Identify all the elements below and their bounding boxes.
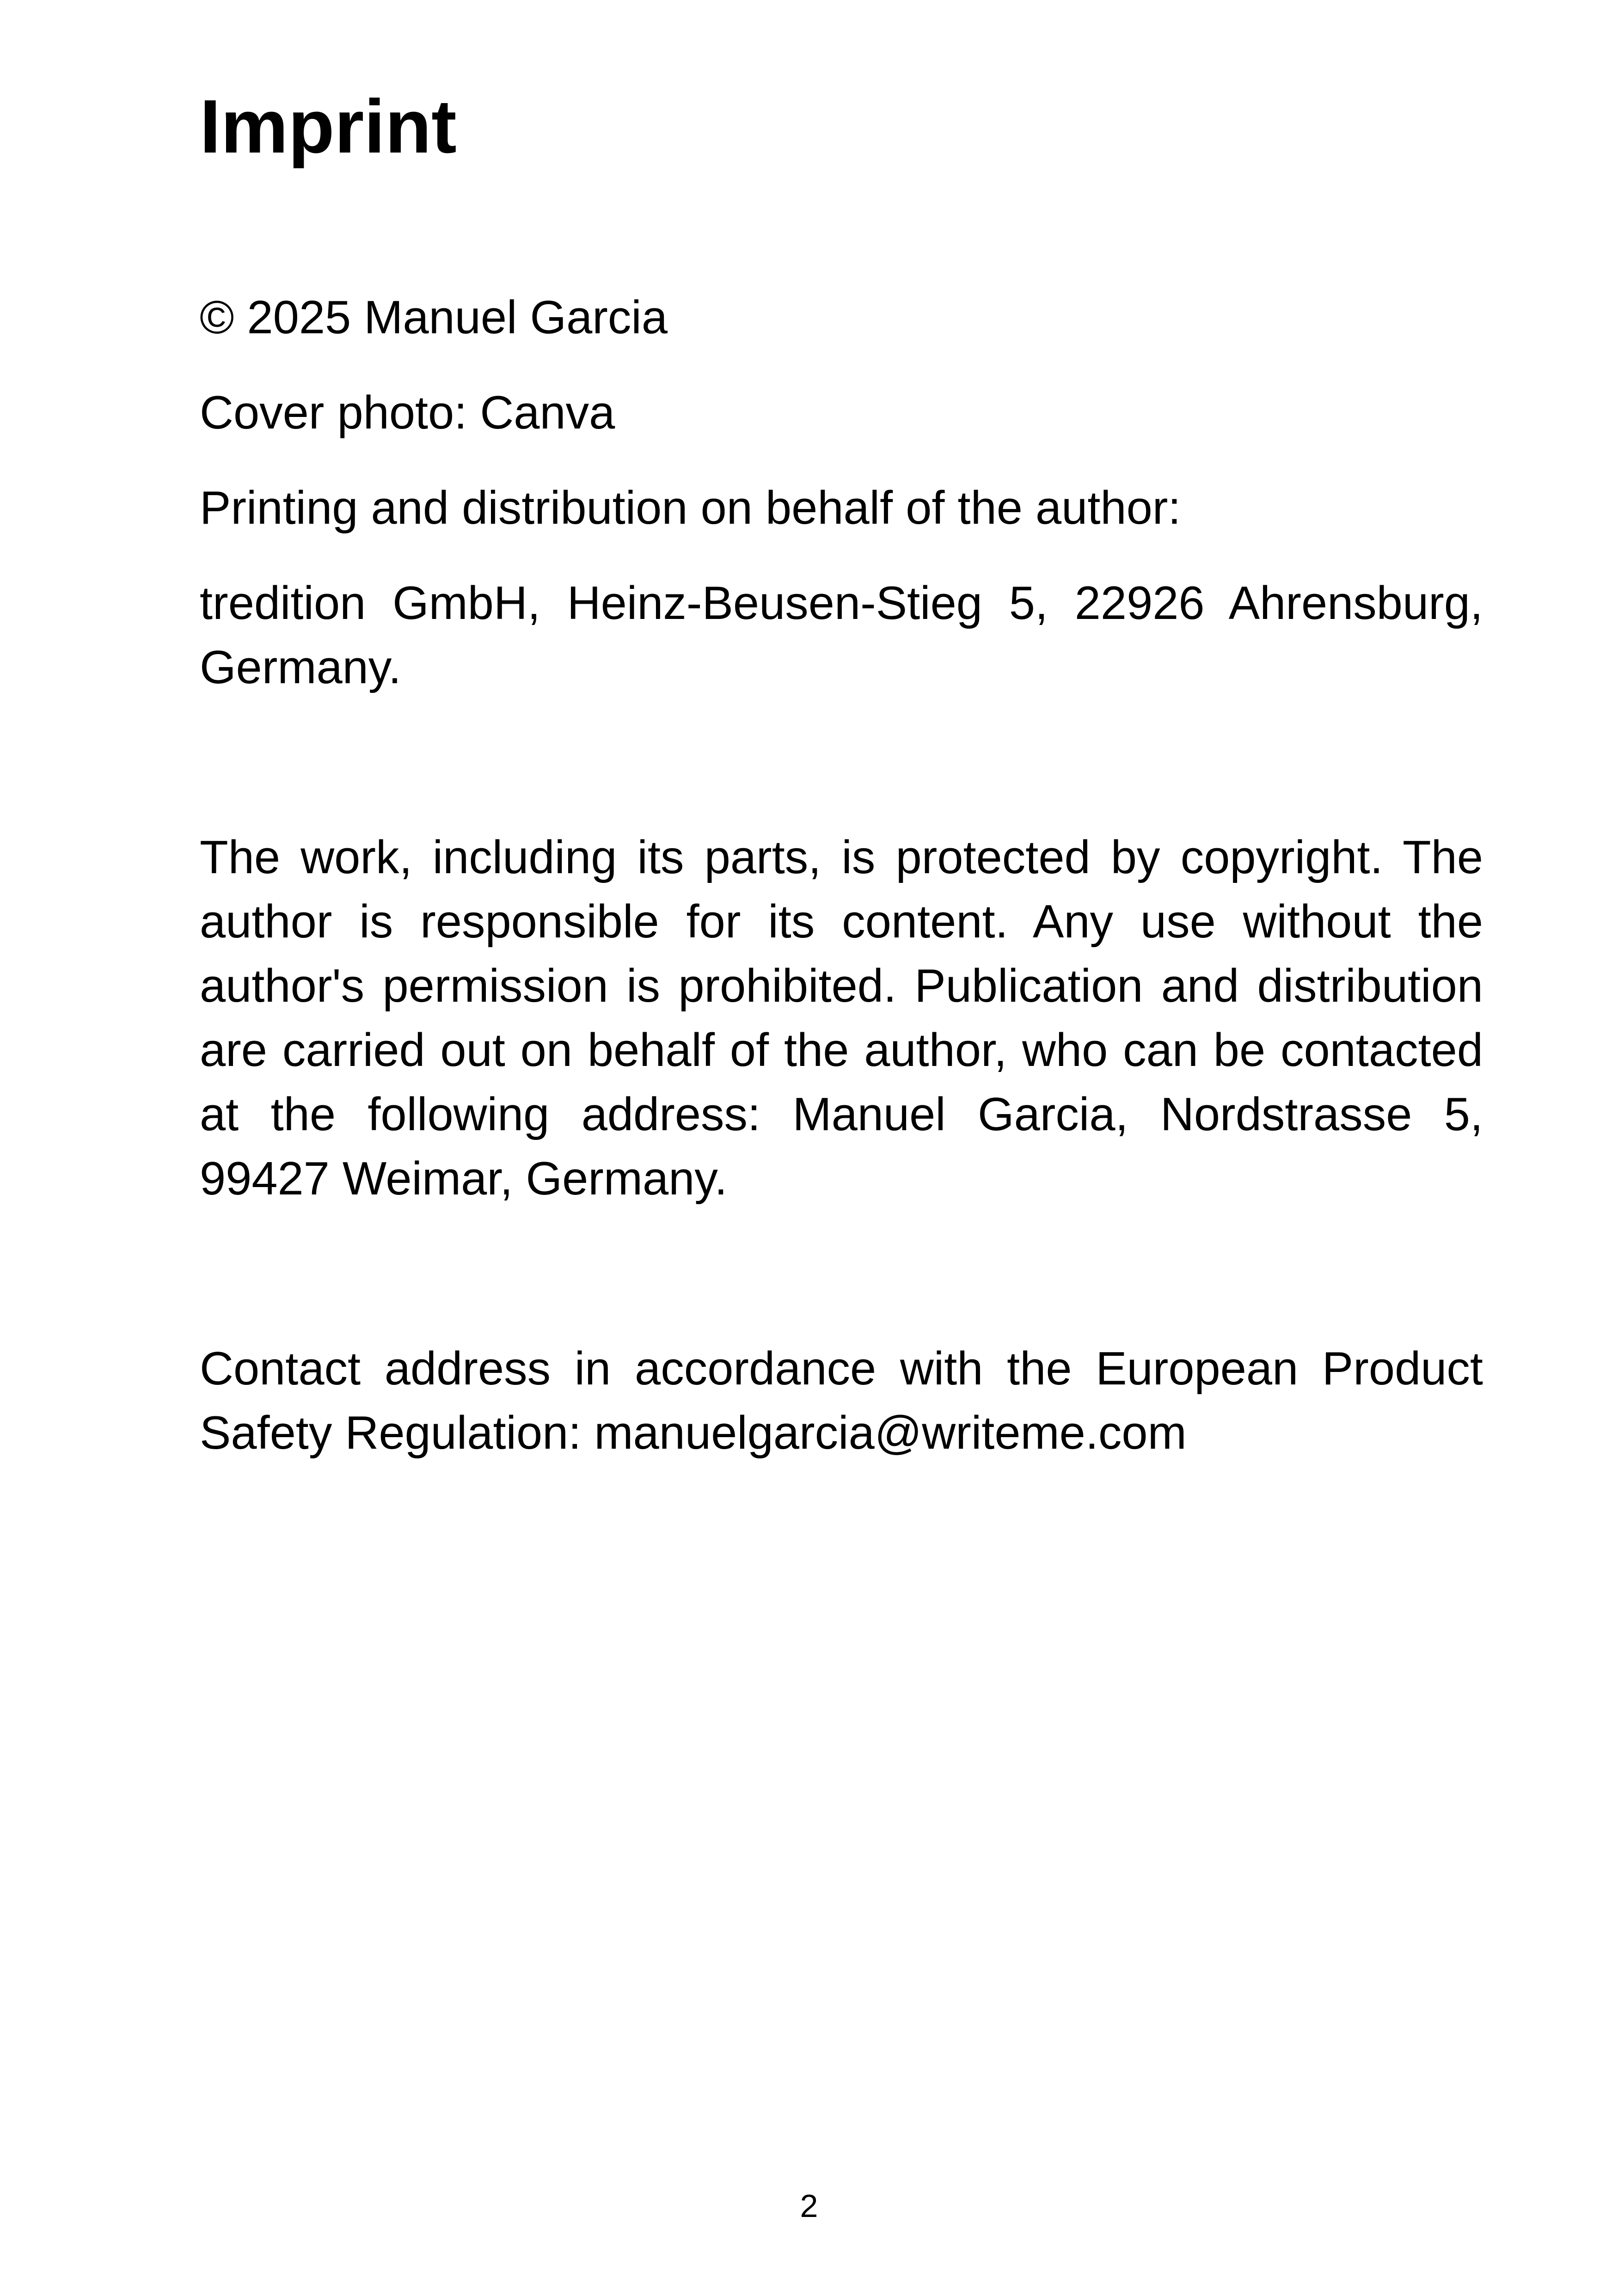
publisher-address: tredition GmbH, Heinz-Beusen-Stieg 5, 22926 Ahrensburg, Germany. (200, 577, 1483, 693)
copyright-line: © 2025 Manuel Garcia (200, 292, 668, 343)
page-number: 2 (800, 2188, 818, 2224)
copyright-notice-paragraph: The work, including its parts, is protected by copyright. The author is responsible for its content. Any use without the author's permission is prohibited. Publication and distribution are carried out on behalf of the author, who can be contacted at the following address: Manuel Garcia, Nordstrasse 5, 99427 Weimar, Germany. (200, 832, 1483, 1205)
printing-distribution-label: Printing and distribution on behalf of the author: (200, 482, 1181, 534)
page-title: Imprint (200, 84, 457, 169)
cover-photo-credit: Cover photo: Canva (200, 387, 615, 439)
contact-notice-paragraph: Contact address in accordance with the European Product Safety Regulation: manuelgarcia@writeme.com (200, 1343, 1483, 1459)
